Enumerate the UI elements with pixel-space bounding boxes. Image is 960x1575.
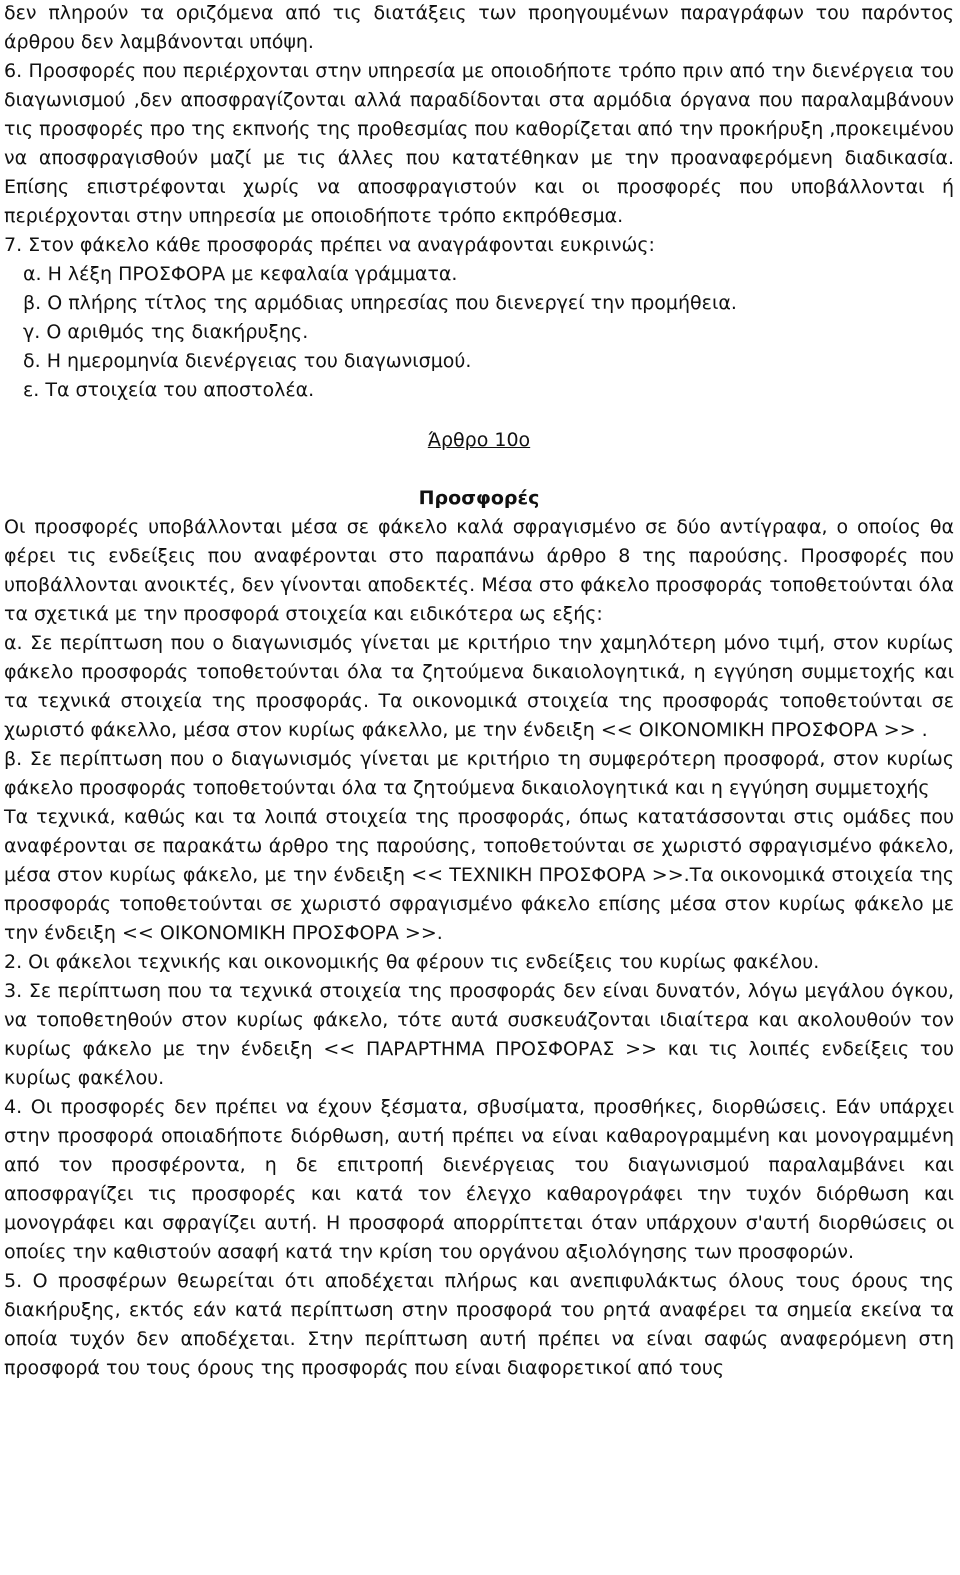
article-title-heading: Προσφορές [418,487,540,509]
envelope-markings-list [4,260,954,405]
paragraph-item-4: 4. Οι προσφορές δεν πρέπει να έχουν ξέσματα, σβυσίματα, προσθήκες, διορθώσεις. Εάν υπάρχει στην προσφορά οποιαδήποτε διόρθωση, αυτή πρέπει να είναι καθαρογραμμένη και μονογραμμένη από τον προσφέροντα, η δε επιτροπή διενέργειας του διαγωνισμού παραλαμβάνει και αποσφραγίζει τις προσφορές και κατά τον έλεγχο καθαρογράφει την τυχόν διόρθωση και μονογράφει και σφραγίζει αυτή. Η προσφορά απορρίπτεται όταν υπάρχουν σ'αυτή διορθώσεις οι οποίες την καθιστούν ασαφή κατά την κρίση του οργάνου αξιολόγησης των προσφορών. [4,1096,954,1263]
list-item: α. Η λέξη ΠΡΟΣΦΟΡΑ με κεφαλαία γράμματα. [23,263,458,285]
paragraph-item-6: 6. Προσφορές που περιέρχονται στην υπηρεσία με οποιοδήποτε τρόπο πριν από την διενέργεια του διαγωνισμού ,δεν αποσφραγίζονται αλλά παραδίδονται στα αρμόδια όργανα που παραλαμβάνουν τις προσφορές προ της εκπνοής της προθεσμίας που καθορίζεται από την προκήρυξη ,προκειμένου να αποσφραγισθούν μαζί με τις άλλες που κατατέθηκαν με την προαναφερόμενη διαδικασία. Επίσης επιστρέφονται χωρίς να αποσφραγιστούν και οι προσφορές που υποβάλλονται ή περιέρχονται στην υπηρεσία με οποιοδήποτε τρόπο εκπρόθεσμα. [4,60,954,227]
list-item: ε. Τα στοιχεία του αποστολέα. [23,379,315,401]
paragraph: δεν πληρούν τα οριζόμενα από τις διατάξεις των προηγουμένων παραγράφων του παρόντος άρθρου δεν λαμβάνονται υπόψη. [4,2,954,53]
paragraph-item-7: 7. Στον φάκελο κάθε προσφοράς πρέπει να αναγράφονται ευκρινώς: [4,234,655,256]
paragraph-item-2: 2. Οι φάκελοι τεχνικής και οικονομικής θα φέρουν τις ενδείξεις του κυρίως φακέλου. [4,951,820,973]
article-number-heading: Άρθρο 10ο [427,429,531,451]
top-section [4,0,954,260]
paragraph-case-a: α. Σε περίπτωση που ο διαγωνισμός γίνεται με κριτήριο την χαμηλότερη μόνο τιμή, στον κυρίως φάκελο προσφοράς τοποθετούνται όλα τα ζητούμενα δικαιολογητικά, η εγγύηση συμμετοχής και τα τεχνικά στοιχεία της προσφοράς. Τα οικονομικά στοιχεία της προσφοράς τοποθετούνται σε χωριστό φάκελλο, μέσα στον κυρίως φάκελλο, με την ένδειξη << ΟΙΚΟΝΟΜΙΚΗ ΠΡΟΣΦΟΡΑ >> . [4,632,954,741]
paragraph-item-3: 3. Σε περίπτωση που τα τεχνικά στοιχεία της προσφοράς δεν είναι δυνατόν, λόγω μεγάλου όγκου, να τοποθετηθούν στον κυρίως φάκελο, τότε αυτά συσκευάζονται ιδιαίτερα και ακολουθούν τον κυρίως φάκελο με την ένδειξη << ΠΑΡΑΡΤΗΜΑ ΠΡΟΣΦΟΡΑΣ >> και τις λοιπές ενδείξεις του κυρίως φακέλου. [4,980,954,1089]
paragraph: Τα τεχνικά, καθώς και τα λοιπά στοιχεία της προσφοράς, όπως κατατάσσονται στις ομάδες που αναφέρονται σε παρακάτω άρθρο της παρούσης, τοποθετούνται σε χωριστό σφραγισμένο φάκελο, μέσα στον κυρίως φάκελο, με την ένδειξη << ΤΕΧΝΙΚΗ ΠΡΟΣΦΟΡΑ >>.Τα οικονομικά στοιχεία της προσφοράς τοποθετούνται σε χωριστό σφραγισμένο φάκελο επίσης μέσα στον κυρίως φάκελο με την ένδειξη << ΟΙΚΟΝΟΜΙΚΗ ΠΡΟΣΦΟΡΑ >>. [4,806,954,944]
list-item: δ. Η ημερομηνία διενέργειας του διαγωνισμού. [23,350,472,372]
paragraph-item-5: 5. Ο προσφέρων θεωρείται ότι αποδέχεται πλήρως και ανεπιφυλάκτως όλους τους όρους της διακήρυξης, εκτός εάν κατά περίπτωση στην προσφορά του ρητά αναφέρει τα σημεία εκείνα τα οποία τυχόν δεν αποδέχεται. Στην περίπτωση αυτή πρέπει να είναι σαφώς αναφερόμενη στη προσφορά του τους όρους της προσφοράς που είναι διαφορετικοί από τους [4,1270,954,1379]
list-item: γ. Ο αριθμός της διακήρυξης. [23,321,309,343]
article-body [4,513,954,1383]
paragraph: Οι προσφορές υποβάλλονται μέσα σε φάκελο καλά σφραγισμένο σε δύο αντίγραφα, ο οποίος θα φέρει τις ενδείξεις που αναφέρονται στο παραπάνω άρθρο 8 της παρούσης. Προσφορές που υποβάλλονται ανοικτές, δεν γίνονται αποδεκτές. Μέσα στο φάκελο προσφοράς τοποθετούνται όλα τα σχετικά με την προσφορά στοιχεία και ειδικότερα ως εξής: [4,516,954,625]
paragraph-case-b: β. Σε περίπτωση που ο διαγωνισμός γίνεται με κριτήριο τη συμφερότερη προσφορά, στον κυρίως φάκελο προσφοράς τοποθετούνται όλα τα ζητούμενα δικαιολογητικά και η εγγύηση συμμετοχής [4,748,954,799]
list-item: β. Ο πλήρης τίτλος της αρμόδιας υπηρεσίας που διενεργεί την προμήθεια. [23,292,737,314]
